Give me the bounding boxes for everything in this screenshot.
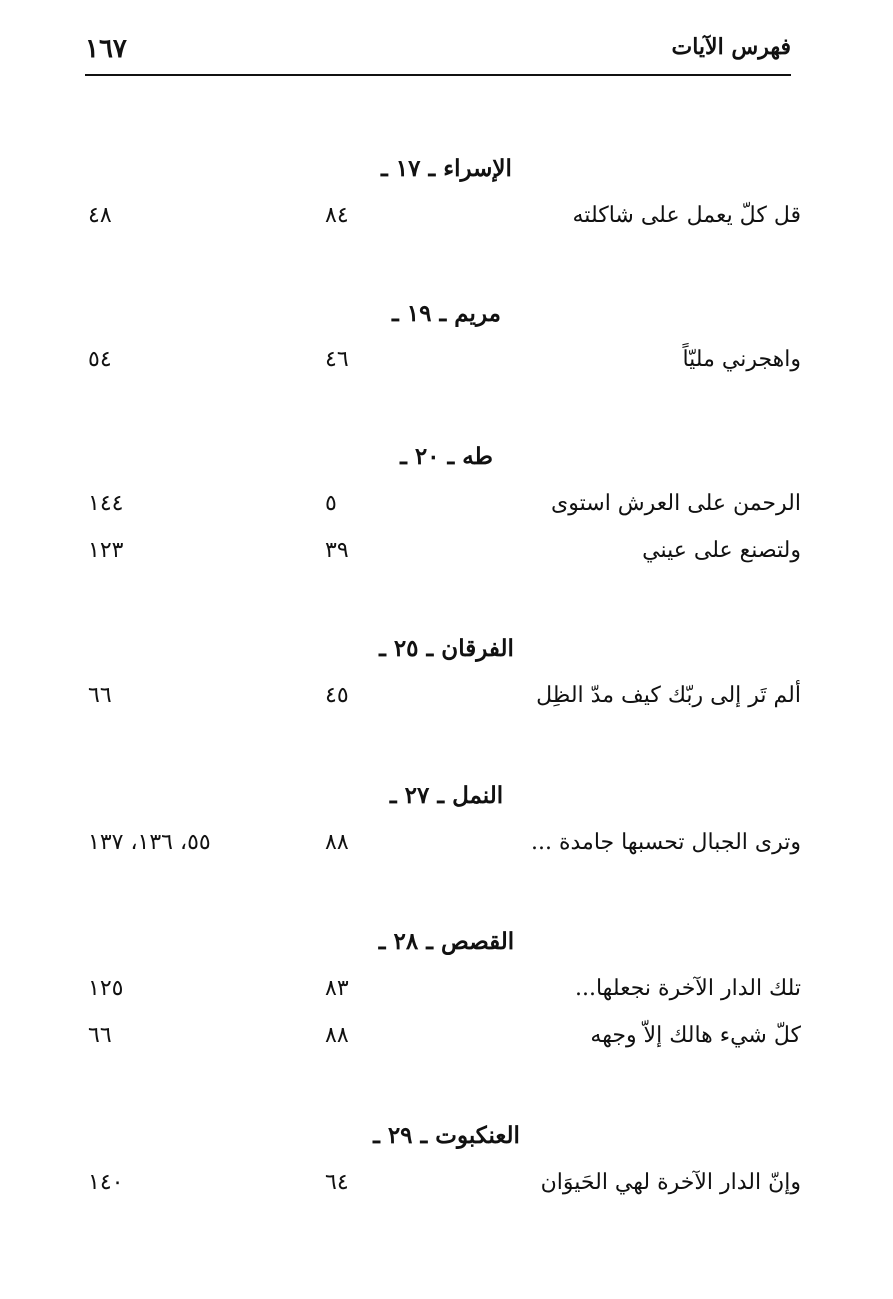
verse-entry [0,1023,893,1059]
page-references: ١٤٠ [88,1170,124,1195]
ayah-number: ٨٨ [325,830,349,855]
ayah-number: ٤٦ [325,347,349,372]
surah-heading-isra: الإسراء ـ ١٧ ـ [381,155,512,182]
page-references: ٦٦ [88,683,112,708]
verse-entry [0,830,893,866]
page-references: ١٢٣ [88,538,124,563]
verse-text: وترى الجبال تحسبها جامدة ... [531,830,801,855]
verse-entry [0,538,893,574]
verse-entry [0,1170,893,1206]
ayah-number: ٨٣ [325,976,349,1001]
page-references: ١٤٤ [88,491,124,516]
page-title: فهرس الآيات [671,34,791,60]
surah-heading-qasas: القصص ـ ٢٨ ـ [378,928,515,955]
verse-entry [0,491,893,527]
verse-entry [0,976,893,1012]
page-references: ٤٨ [88,203,112,228]
verse-entry [0,347,893,383]
page-references: ٥٥، ١٣٦، ١٣٧ [88,830,211,855]
page-references: ٦٦ [88,1023,112,1048]
ayah-number: ٨٨ [325,1023,349,1048]
ayah-number: ٤٥ [325,683,349,708]
verse-entry [0,683,893,719]
verse-text: الرحمن على العرش استوى [551,491,801,516]
verse-text: ألم تَر إلى ربّك كيف مدّ الظِل [536,683,801,708]
verse-text: تلك الدار الآخرة نجعلها... [575,976,801,1001]
surah-heading-naml: النمل ـ ٢٧ ـ [389,782,504,809]
verse-text: كلّ شيء هالك إلاّ وجهه [590,1023,801,1048]
surah-heading-taha: طه ـ ٢٠ ـ [400,443,493,470]
surah-heading-ankabut: العنكبوت ـ ٢٩ ـ [373,1122,520,1149]
ayah-number: ٥ [325,491,337,516]
ayah-number: ٣٩ [325,538,349,563]
verse-text: ولتصنع على عيني [642,538,801,563]
page-header [85,30,791,76]
verse-text: قل كلّ يعمل على شاكلته [572,203,801,228]
verse-entry [0,203,893,239]
page-number: ١٦٧ [85,34,127,64]
page-references: ٥٤ [88,347,112,372]
verse-text: واهجرني مليّاً [682,347,801,372]
verse-text: وإنّ الدار الآخرة لهي الحَيوَان [540,1170,801,1195]
ayah-number: ٦٤ [325,1170,349,1195]
ayah-number: ٨٤ [325,203,349,228]
surah-heading-maryam: مريم ـ ١٩ ـ [392,300,501,327]
page-references: ١٢٥ [88,976,124,1001]
surah-heading-furqan: الفرقان ـ ٢٥ ـ [379,635,514,662]
